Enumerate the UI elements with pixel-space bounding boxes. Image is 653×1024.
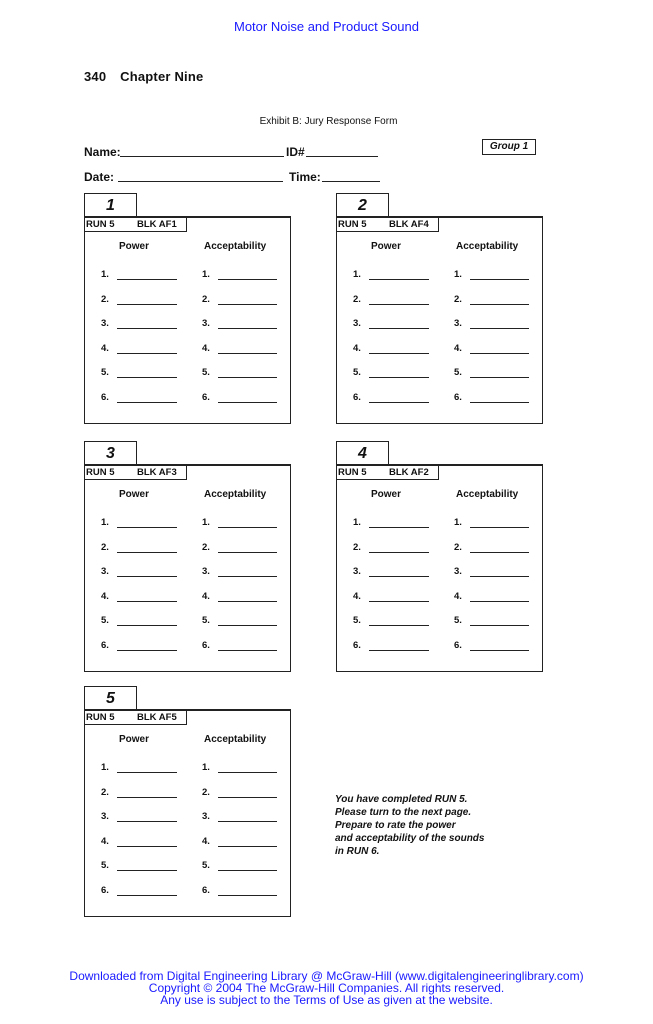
power-answer-line[interactable]: [369, 527, 429, 528]
acceptability-row-number: 3.: [454, 566, 462, 578]
run-label: RUN 5: [86, 219, 115, 230]
response-row: [337, 591, 542, 603]
block-label: BLK AF1: [137, 219, 177, 230]
acceptability-row-number: 3.: [454, 318, 462, 330]
response-row: [85, 885, 290, 897]
acceptability-row-number: 4.: [454, 590, 462, 602]
acceptability-row-number: 6.: [202, 885, 210, 896]
id-label: ID#: [286, 145, 305, 159]
acceptability-row-number: 1.: [202, 762, 210, 773]
panel-number: 5: [84, 686, 137, 709]
acceptability-answer-line[interactable]: [470, 552, 529, 553]
power-answer-line[interactable]: [117, 377, 177, 378]
panel-box: [336, 464, 543, 672]
acceptability-row-number: 6.: [202, 392, 210, 403]
response-row: [85, 392, 290, 404]
response-row: [85, 367, 290, 379]
acceptability-row-number: 2.: [202, 293, 210, 305]
page-number: 340: [84, 69, 107, 84]
acceptability-row-number: 2.: [202, 541, 210, 553]
power-answer-line[interactable]: [369, 625, 429, 626]
response-row: [85, 542, 290, 554]
acceptability-answer-line[interactable]: [470, 625, 529, 626]
acceptability-row-number: 5.: [454, 367, 462, 379]
response-row: [85, 566, 290, 578]
acceptability-row-number: 2.: [454, 293, 462, 305]
response-row: [337, 517, 542, 529]
acceptability-row-number: 3.: [202, 566, 210, 578]
note-line: and acceptability of the sounds: [335, 833, 485, 844]
power-row-number: 3.: [353, 318, 361, 330]
panel-number: 3: [84, 441, 137, 464]
acceptability-answer-line[interactable]: [218, 402, 277, 403]
response-row: [337, 343, 542, 355]
run-label: RUN 5: [338, 219, 367, 230]
block-label: BLK AF5: [137, 712, 177, 723]
acceptability-row-number: 4.: [202, 590, 210, 602]
acceptability-row-number: 2.: [202, 786, 210, 798]
power-answer-line[interactable]: [369, 402, 429, 403]
acceptability-answer-line[interactable]: [218, 328, 277, 329]
acceptability-answer-line[interactable]: [470, 377, 529, 378]
note-line: You have completed RUN 5.: [335, 794, 468, 805]
power-row-number: 3.: [101, 566, 109, 578]
power-row-number: 1.: [353, 517, 361, 528]
power-answer-line[interactable]: [117, 772, 177, 773]
acceptability-answer-line[interactable]: [470, 279, 529, 280]
response-row: [337, 392, 542, 404]
response-row: [85, 640, 290, 652]
acceptability-column-header: Acceptability: [204, 734, 267, 745]
acceptability-answer-line[interactable]: [218, 846, 277, 847]
panel-number: 2: [336, 193, 389, 216]
power-answer-line[interactable]: [117, 328, 177, 329]
acceptability-row-number: 6.: [454, 640, 462, 651]
power-answer-line[interactable]: [117, 797, 177, 798]
power-row-number: 1.: [101, 517, 109, 528]
power-row-number: 4.: [101, 835, 109, 847]
power-row-number: 3.: [101, 811, 109, 823]
power-row-number: 6.: [353, 392, 361, 403]
power-answer-line[interactable]: [117, 353, 177, 354]
acceptability-answer-line[interactable]: [218, 527, 277, 528]
acceptability-answer-line[interactable]: [218, 821, 277, 822]
power-row-number: 4.: [353, 342, 361, 354]
power-answer-line[interactable]: [369, 377, 429, 378]
time-label: Time:: [289, 170, 321, 184]
power-answer-line[interactable]: [117, 895, 177, 896]
power-answer-line[interactable]: [117, 650, 177, 651]
acceptability-row-number: 1.: [454, 269, 462, 280]
run-block-label: [85, 711, 187, 725]
acceptability-answer-line[interactable]: [218, 576, 277, 577]
acceptability-row-number: 4.: [202, 342, 210, 354]
acceptability-row-number: 6.: [202, 640, 210, 651]
name-field[interactable]: [120, 156, 284, 157]
acceptability-answer-line[interactable]: [470, 353, 529, 354]
acceptability-answer-line[interactable]: [470, 576, 529, 577]
id-field[interactable]: [306, 156, 378, 157]
acceptability-answer-line[interactable]: [218, 625, 277, 626]
response-row: [85, 860, 290, 872]
acceptability-column-header: Acceptability: [456, 489, 519, 500]
power-row-number: 4.: [101, 342, 109, 354]
acceptability-row-number: 1.: [454, 517, 462, 528]
acceptability-answer-line[interactable]: [470, 601, 529, 602]
acceptability-row-number: 3.: [202, 811, 210, 823]
acceptability-column-header: Acceptability: [204, 489, 267, 500]
acceptability-answer-line[interactable]: [470, 527, 529, 528]
power-answer-line[interactable]: [117, 625, 177, 626]
power-answer-line[interactable]: [117, 870, 177, 871]
date-field[interactable]: [118, 181, 283, 182]
power-answer-line[interactable]: [117, 279, 177, 280]
power-row-number: 2.: [101, 786, 109, 798]
note-line: Prepare to rate the power: [335, 820, 456, 831]
acceptability-row-number: 5.: [202, 615, 210, 627]
power-row-number: 6.: [101, 640, 109, 651]
acceptability-answer-line[interactable]: [218, 279, 277, 280]
response-row: [85, 591, 290, 603]
power-row-number: 6.: [101, 885, 109, 896]
power-row-number: 2.: [353, 293, 361, 305]
power-answer-line[interactable]: [117, 601, 177, 602]
power-row-number: 3.: [101, 318, 109, 330]
acceptability-answer-line[interactable]: [218, 377, 277, 378]
acceptability-answer-line[interactable]: [218, 304, 277, 305]
name-label: Name:: [84, 145, 121, 159]
run-block-label: [85, 218, 187, 232]
response-row: [85, 787, 290, 799]
power-row-number: 2.: [101, 541, 109, 553]
footer-download-line[interactable]: Downloaded from Digital Engineering Library @ McGraw-Hill (www.digitalengineeringlibrary.com): [69, 969, 584, 983]
power-answer-line[interactable]: [117, 552, 177, 553]
response-row: [337, 294, 542, 306]
response-row: [85, 294, 290, 306]
run-label: RUN 5: [338, 467, 367, 478]
date-label: Date:: [84, 170, 115, 184]
response-row: [85, 343, 290, 355]
power-column-header: Power: [371, 241, 402, 252]
acceptability-answer-line[interactable]: [218, 601, 277, 602]
panel-box: [336, 216, 543, 424]
acceptability-row-number: 5.: [202, 860, 210, 872]
panel-box: [84, 709, 291, 917]
footer-copyright-line: Copyright © 2004 The McGraw-Hill Companies. All rights reserved.: [148, 981, 505, 995]
run-label: RUN 5: [86, 467, 115, 478]
response-row: [85, 811, 290, 823]
response-row: [85, 615, 290, 627]
power-answer-line[interactable]: [117, 304, 177, 305]
power-row-number: 1.: [101, 762, 109, 773]
run-label: RUN 5: [86, 712, 115, 723]
response-row: [85, 269, 290, 281]
power-row-number: 5.: [353, 615, 361, 627]
power-answer-line[interactable]: [369, 601, 429, 602]
time-field[interactable]: [322, 181, 380, 182]
response-row: [337, 367, 542, 379]
acceptability-row-number: 1.: [202, 269, 210, 280]
power-row-number: 2.: [101, 293, 109, 305]
panel-number: 1: [84, 193, 137, 216]
power-answer-line[interactable]: [117, 576, 177, 577]
group-badge: Group 1: [482, 139, 536, 155]
acceptability-answer-line[interactable]: [218, 552, 277, 553]
response-row: [85, 762, 290, 774]
acceptability-column-header: Acceptability: [456, 241, 519, 252]
power-answer-line[interactable]: [117, 846, 177, 847]
instruction-note: [335, 793, 484, 858]
response-row: [85, 836, 290, 848]
panel-box: [84, 464, 291, 672]
power-answer-line[interactable]: [369, 353, 429, 354]
page-header: [84, 69, 203, 84]
power-row-number: 1.: [353, 269, 361, 280]
power-row-number: 5.: [101, 615, 109, 627]
chapter-title: Chapter Nine: [120, 69, 204, 84]
acceptability-answer-line[interactable]: [470, 650, 529, 651]
power-row-number: 4.: [353, 590, 361, 602]
power-row-number: 3.: [353, 566, 361, 578]
power-answer-line[interactable]: [369, 304, 429, 305]
run-block-label: [337, 466, 439, 480]
acceptability-answer-line[interactable]: [218, 353, 277, 354]
acceptability-answer-line[interactable]: [218, 650, 277, 651]
power-row-number: 4.: [101, 590, 109, 602]
response-row: [85, 318, 290, 330]
power-column-header: Power: [119, 734, 150, 745]
power-row-number: 6.: [101, 392, 109, 403]
power-answer-line[interactable]: [369, 279, 429, 280]
document-source-title: Motor Noise and Product Sound: [234, 19, 419, 34]
power-answer-line[interactable]: [117, 402, 177, 403]
response-row: [85, 517, 290, 529]
power-row-number: 2.: [353, 541, 361, 553]
power-row-number: 5.: [101, 860, 109, 872]
acceptability-column-header: Acceptability: [204, 241, 267, 252]
acceptability-answer-line[interactable]: [218, 870, 277, 871]
acceptability-answer-line[interactable]: [218, 797, 277, 798]
response-row: [337, 269, 542, 281]
acceptability-answer-line[interactable]: [470, 328, 529, 329]
footer: [0, 970, 653, 1006]
power-row-number: 1.: [101, 269, 109, 280]
acceptability-row-number: 6.: [454, 392, 462, 403]
acceptability-row-number: 1.: [202, 517, 210, 528]
response-row: [337, 542, 542, 554]
block-label: BLK AF3: [137, 467, 177, 478]
power-answer-line[interactable]: [369, 576, 429, 577]
block-label: BLK AF2: [389, 467, 429, 478]
acceptability-row-number: 5.: [202, 367, 210, 379]
power-column-header: Power: [119, 241, 150, 252]
power-answer-line[interactable]: [117, 821, 177, 822]
acceptability-answer-line[interactable]: [470, 304, 529, 305]
power-answer-line[interactable]: [117, 527, 177, 528]
footer-terms-line: Any use is subject to the Terms of Use as given at the website.: [160, 993, 493, 1007]
response-row: [337, 318, 542, 330]
power-answer-line[interactable]: [369, 650, 429, 651]
acceptability-row-number: 4.: [202, 835, 210, 847]
note-line: in RUN 6.: [335, 846, 380, 857]
run-block-label: [337, 218, 439, 232]
block-label: BLK AF4: [389, 219, 429, 230]
acceptability-row-number: 5.: [454, 615, 462, 627]
panel-box: [84, 216, 291, 424]
acceptability-row-number: 4.: [454, 342, 462, 354]
note-line: Please turn to the next page.: [335, 807, 472, 818]
run-block-label: [85, 466, 187, 480]
panel-number: 4: [336, 441, 389, 464]
power-row-number: 5.: [101, 367, 109, 379]
acceptability-row-number: 3.: [202, 318, 210, 330]
power-row-number: 5.: [353, 367, 361, 379]
power-column-header: Power: [371, 489, 402, 500]
power-answer-line[interactable]: [369, 328, 429, 329]
response-row: [337, 566, 542, 578]
acceptability-answer-line[interactable]: [470, 402, 529, 403]
acceptability-answer-line[interactable]: [218, 772, 277, 773]
acceptability-row-number: 2.: [454, 541, 462, 553]
exhibit-title: Exhibit B: Jury Response Form: [259, 116, 398, 127]
acceptability-answer-line[interactable]: [218, 895, 277, 896]
power-column-header: Power: [119, 489, 150, 500]
response-row: [337, 640, 542, 652]
power-answer-line[interactable]: [369, 552, 429, 553]
power-row-number: 6.: [353, 640, 361, 651]
response-row: [337, 615, 542, 627]
